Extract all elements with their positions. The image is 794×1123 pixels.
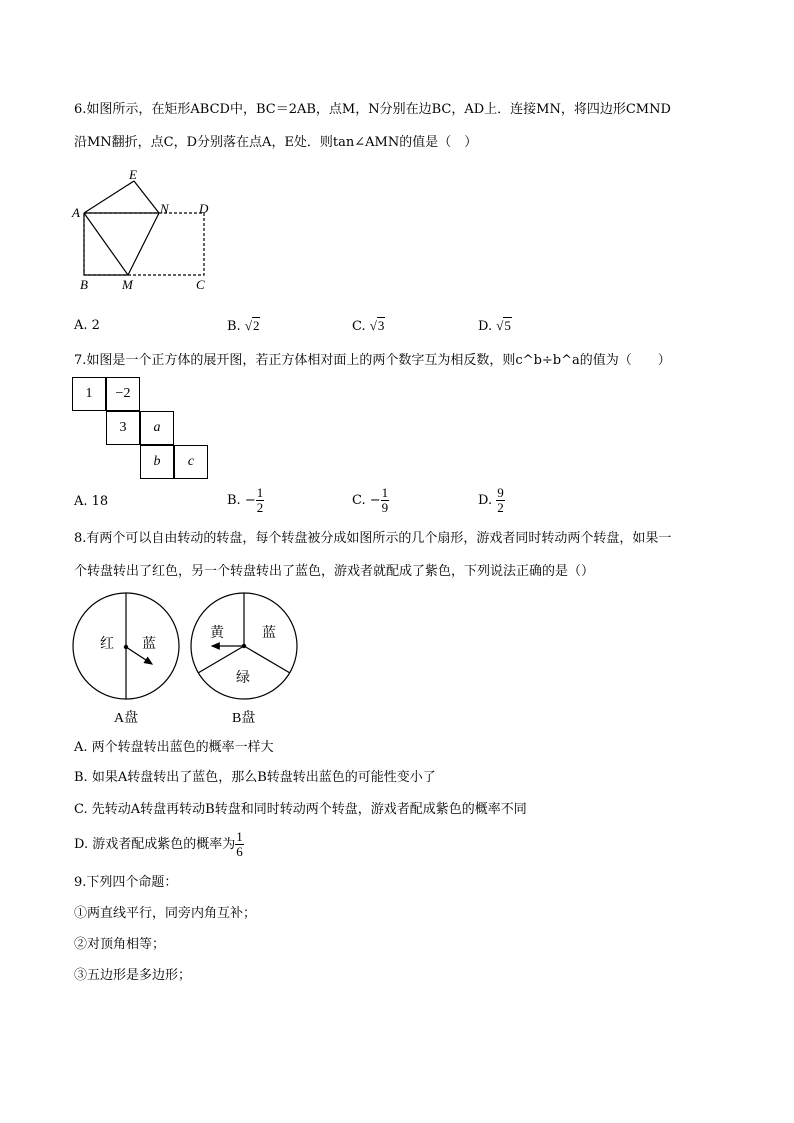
net-cell-2: −2	[106, 377, 140, 411]
q6-label-a: A	[72, 205, 80, 220]
q6-line-am	[84, 213, 128, 275]
spinner-a-label-blue: 蓝	[142, 637, 156, 652]
q8-option-b: B. 如果A转盘转出了蓝色，那么B转盘转出蓝色的可能性变小了	[74, 770, 436, 785]
q8-stem-line2: 个转盘转出了红色，另一个转盘转出了蓝色，游戏者就配成了紫色，下列说法正确的是（）	[74, 564, 595, 579]
q6-label-n: N	[160, 201, 169, 216]
q6-option-c: C. √3	[352, 318, 385, 334]
q7-stem: 7.如图是一个正方体的展开图，若正方体相对面上的两个数字互为相反数，则c^b÷b^a的值为（ ）	[74, 353, 671, 368]
q9-item-1: ①两直线平行，同旁内角互补；	[74, 906, 257, 921]
q6-stem-line2: 沿MN翻折，点C，D分别落在点A，E处．则tan∠AMN的值是（ ）	[74, 135, 478, 150]
q6-option-a: A. 2	[74, 318, 100, 333]
spinner-b-label-yellow: 黄	[210, 626, 224, 641]
q6-figure	[70, 165, 220, 295]
q6-line-mn	[128, 213, 159, 275]
q7-option-b: B. − $\frac{1}{2}$	[227, 485, 264, 515]
net-cell-3: 3	[106, 411, 140, 445]
q6-label-e: E	[129, 167, 137, 182]
spinner-b-label-green: 绿	[236, 671, 250, 686]
q6-label-m: M	[122, 277, 133, 292]
spinner-b-caption: B盘	[232, 711, 256, 726]
net-cell-b: b	[140, 445, 174, 479]
q9-stem: 9.下列四个命题：	[74, 875, 178, 890]
q6-label-c: C	[196, 277, 205, 292]
q7-option-c: C. − $\frac{1}{9}$	[352, 485, 389, 515]
spinner-b-divider-left	[198, 646, 244, 673]
spinner-a-label-red: 红	[100, 637, 114, 652]
q6-stem-line1: 6.如图所示，在矩形ABCD中，BC＝2AB，点M，N分别在边BC，AD上．连接MN，将四边形CMND	[74, 102, 671, 117]
q7-option-a: A. 18	[74, 494, 109, 509]
net-cell-c: c	[174, 445, 208, 479]
q9-item-3: ③五边形是多边形；	[74, 968, 192, 983]
net-cell-1: 1	[72, 377, 106, 411]
net-cell-a: a	[140, 411, 174, 445]
q6-line-en	[134, 181, 159, 213]
q8-option-c: C. 先转动A转盘再转动B转盘和同时转动两个转盘，游戏者配成紫色的概率不同	[74, 802, 527, 817]
q7-option-d: D. $\frac{9}{2}$	[478, 485, 504, 515]
q8-option-a: A. 两个转盘转出蓝色的概率一样大	[74, 740, 274, 755]
spinner-b-label-blue: 蓝	[262, 626, 276, 641]
q8-spinners	[66, 590, 316, 730]
q7-cube-net	[72, 377, 212, 481]
q6-line-ae	[84, 181, 134, 213]
q9-item-2: ②对顶角相等；	[74, 937, 166, 952]
spinner-a-caption: A盘	[114, 711, 139, 726]
spinner-b-divider-right	[244, 646, 290, 673]
q6-option-b: B. √2	[227, 318, 260, 334]
q6-label-b: B	[80, 277, 88, 292]
q8-stem-line1: 8.有两个可以自由转动的转盘，每个转盘被分成如图所示的几个扇形，游戏者同时转动两个转盘，如果一	[74, 531, 672, 546]
q6-option-d: D. √5	[478, 318, 511, 334]
q8-option-d: D. 游戏者配成紫色的概率为 $\frac{1}{6}$	[74, 829, 243, 859]
q6-label-d: D	[199, 201, 209, 216]
